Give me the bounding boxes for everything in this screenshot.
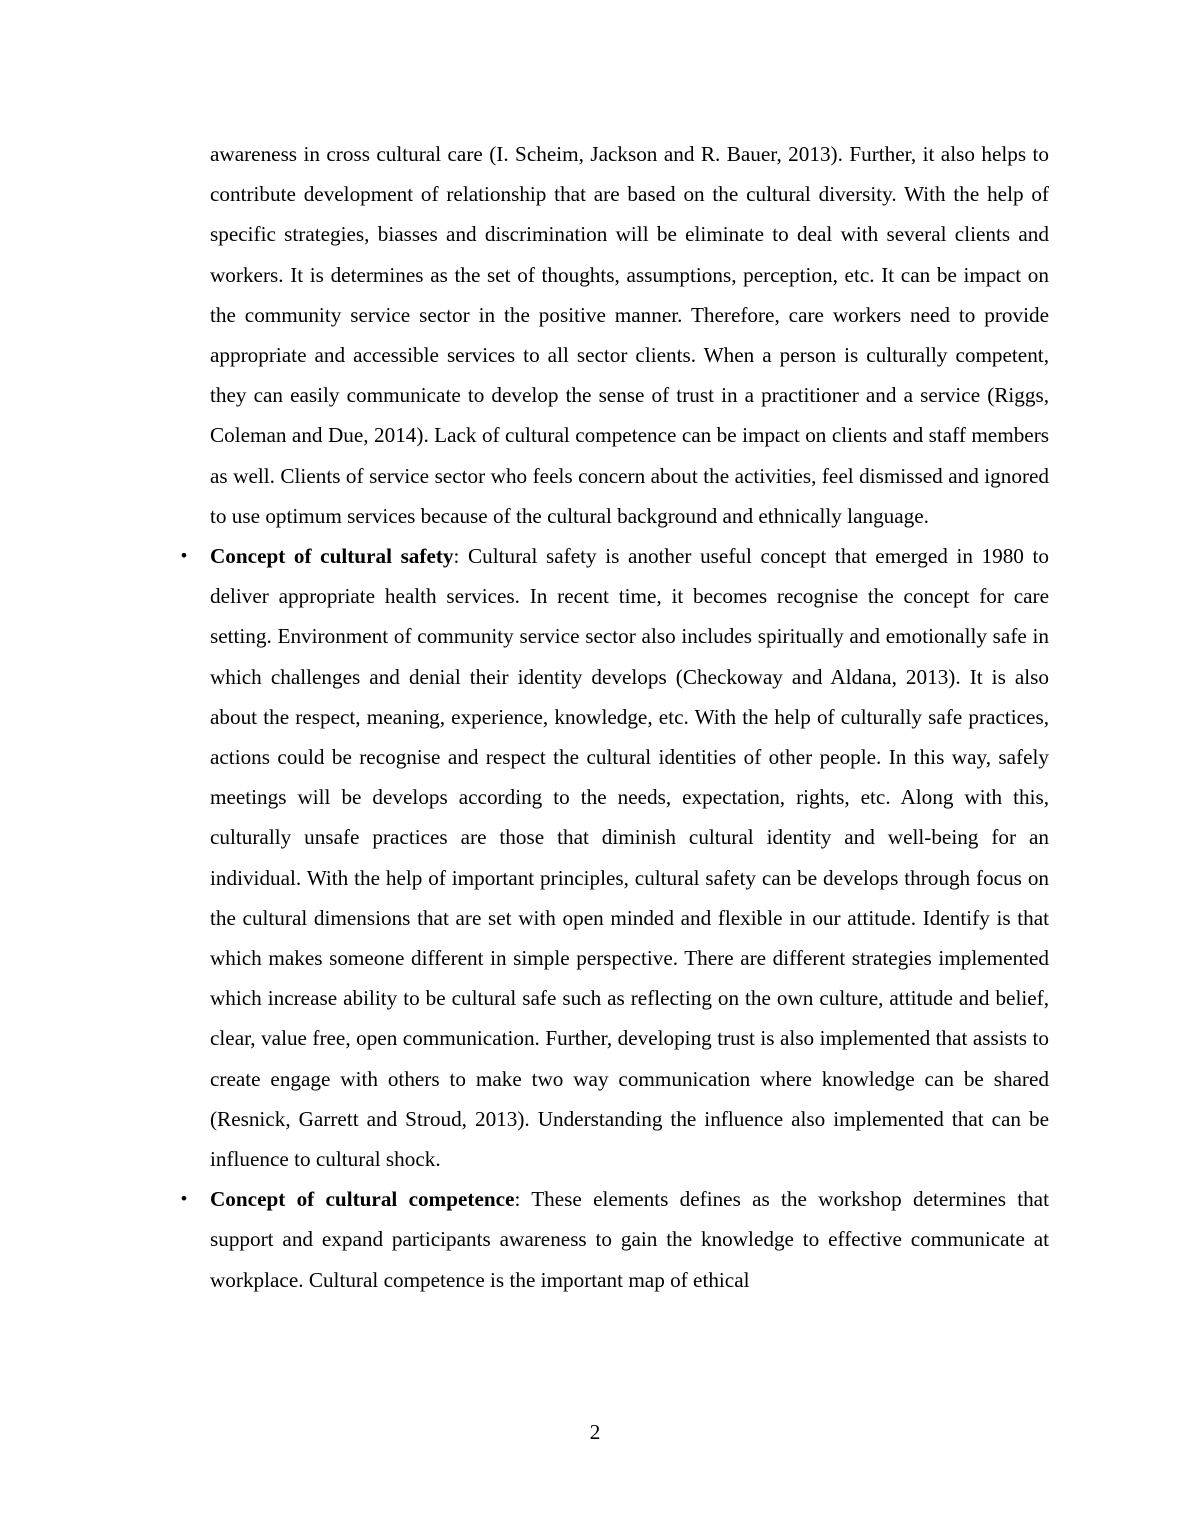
bullet-term: Concept of cultural safety bbox=[210, 544, 454, 569]
bullet-icon: • bbox=[179, 546, 189, 566]
bullet-text: : Cultural safety is another useful concept that emerged in 1980 to deliver appropriate health services. In recent time, it becomes recognise the concept for care setting. Environment of community service sector also includes spiritually and emotionally safe in which challenges and denial their identity develops (Checkoway and Aldana, 2013). It is also about the respect, meaning, experience, knowledge, etc. With the help of culturally safe practices, actions could be recognise and respect the cultural identities of other people. In this way, safely meetings will be develops according to the needs, expectation, rights, etc. Along with this, culturally unsafe practices are those that diminish cultural identity and well-being for an individual. With the help of important principles, cultural safety can be develops through focus on the cultural dimensions that are set with open minded and flexible in our attitude. Identify is that which makes someone different in simple perspective. There are different strategies implemented which increase ability to be cultural safe such as reflecting on the own culture, attitude and belief, clear, value free, open communication. Further, developing trust is also implemented that assists to create engage with others to make two way communication where knowledge can be shared (Resnick, Garrett and Stroud, 2013). Understanding the influence also implemented that can be influence to cultural shock. bbox=[210, 544, 1049, 1172]
bullet-term: Concept of cultural competence bbox=[210, 1187, 515, 1212]
bullet-text: : These elements defines as the workshop determines that support and expand participants awareness to gain the knowledge to effective communicate at workplace. Cultural competence is the important map of ethical bbox=[210, 1187, 1049, 1292]
body-text bbox=[179, 134, 1049, 1300]
bullet-item-cultural-safety bbox=[179, 536, 1049, 1179]
continuation-paragraph: awareness in cross cultural care (I. Scheim, Jackson and R. Bauer, 2013). Further, it also helps to contribute development of relationship that are based on the cultural diversity. With the help of specific strategies, biasses and discrimination will be eliminate to deal with several clients and workers. It is determines as the set of thoughts, assumptions, perception, etc. It can be impact on the community service sector in the positive manner. Therefore, care workers need to provide appropriate and accessible services to all sector clients. When a person is culturally competent, they can easily communicate to develop the sense of trust in a practitioner and a service (Riggs, Coleman and Due, 2014). Lack of cultural competence can be impact on clients and staff members as well. Clients of service sector who feels concern about the activities, feel dismissed and ignored to use optimum services because of the cultural background and ethnically language. bbox=[210, 142, 1049, 528]
bullet-item-cultural-competence bbox=[179, 1179, 1049, 1300]
page-number: 2 bbox=[589, 1420, 601, 1444]
bullet-icon: • bbox=[179, 1189, 189, 1209]
